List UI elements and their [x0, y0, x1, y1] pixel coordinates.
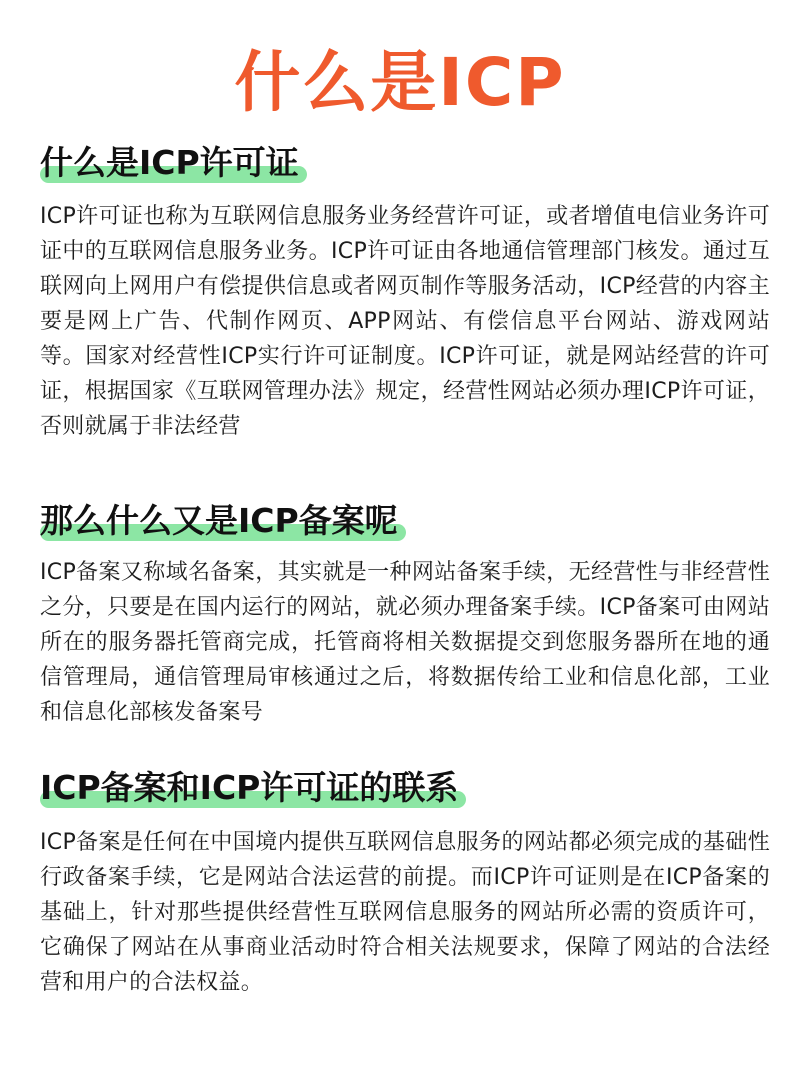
- section-heading-label: 那么什么又是ICP备案呢: [40, 501, 398, 540]
- section-heading-relationship: [40, 764, 458, 812]
- section-body-relationship: ICP备案是任何在中国境内提供互联网信息服务的网站都必须完成的基础性行政备案手续，它是网站合法运营的前提。而ICP许可证则是在ICP备案的基础上，针对那些提供经营性互联网信息服务的网站所必需的资质许可，它确保了网站在从事商业活动时符合相关法规要求，保障了网站的合法经营和用户的合法权益。: [40, 830, 770, 995]
- section-body-icp-license: ICP许可证也称为互联网信息服务业务经营许可证，或者增值电信业务许可证中的互联网信息服务业务。ICP许可证由各地通信管理部门核发。通过互联网向上网用户有偿提供信息或者网页制作等服务活动，ICP经营的内容主要是网上广告、代制作网页、APP网站、有偿信息平台网站、游戏网站等。国家对经营性ICP实行许可证制度。ICP许可证，就是网站经营的许可证，根据国家《互联网管理办法》规定，经营性网站必须办理ICP许可证，否则就属于非法经营: [40, 204, 770, 439]
- section-heading-text: [40, 139, 299, 187]
- section-body-icp-filing: ICP备案又称域名备案，其实就是一种网站备案手续，无经营性与非经营性之分，只要是在国内运行的网站，就必须办理备案手续。ICP备案可由网站所在的服务器托管商完成，托管商将相关数据提交到您服务器所在地的通信管理局，通信管理局审核通过之后，将数据传给工业和信息化部，工业和信息化部核发备案号: [40, 560, 770, 725]
- section-heading-text: [40, 764, 458, 812]
- page-title: 什么是ICP: [234, 44, 566, 121]
- section-heading-icp-license: [40, 139, 299, 187]
- section-heading-text: [40, 497, 398, 545]
- section-heading-label: 什么是ICP许可证: [40, 143, 299, 182]
- section-heading-icp-filing: [40, 497, 398, 545]
- section-heading-label: ICP备案和ICP许可证的联系: [40, 768, 459, 807]
